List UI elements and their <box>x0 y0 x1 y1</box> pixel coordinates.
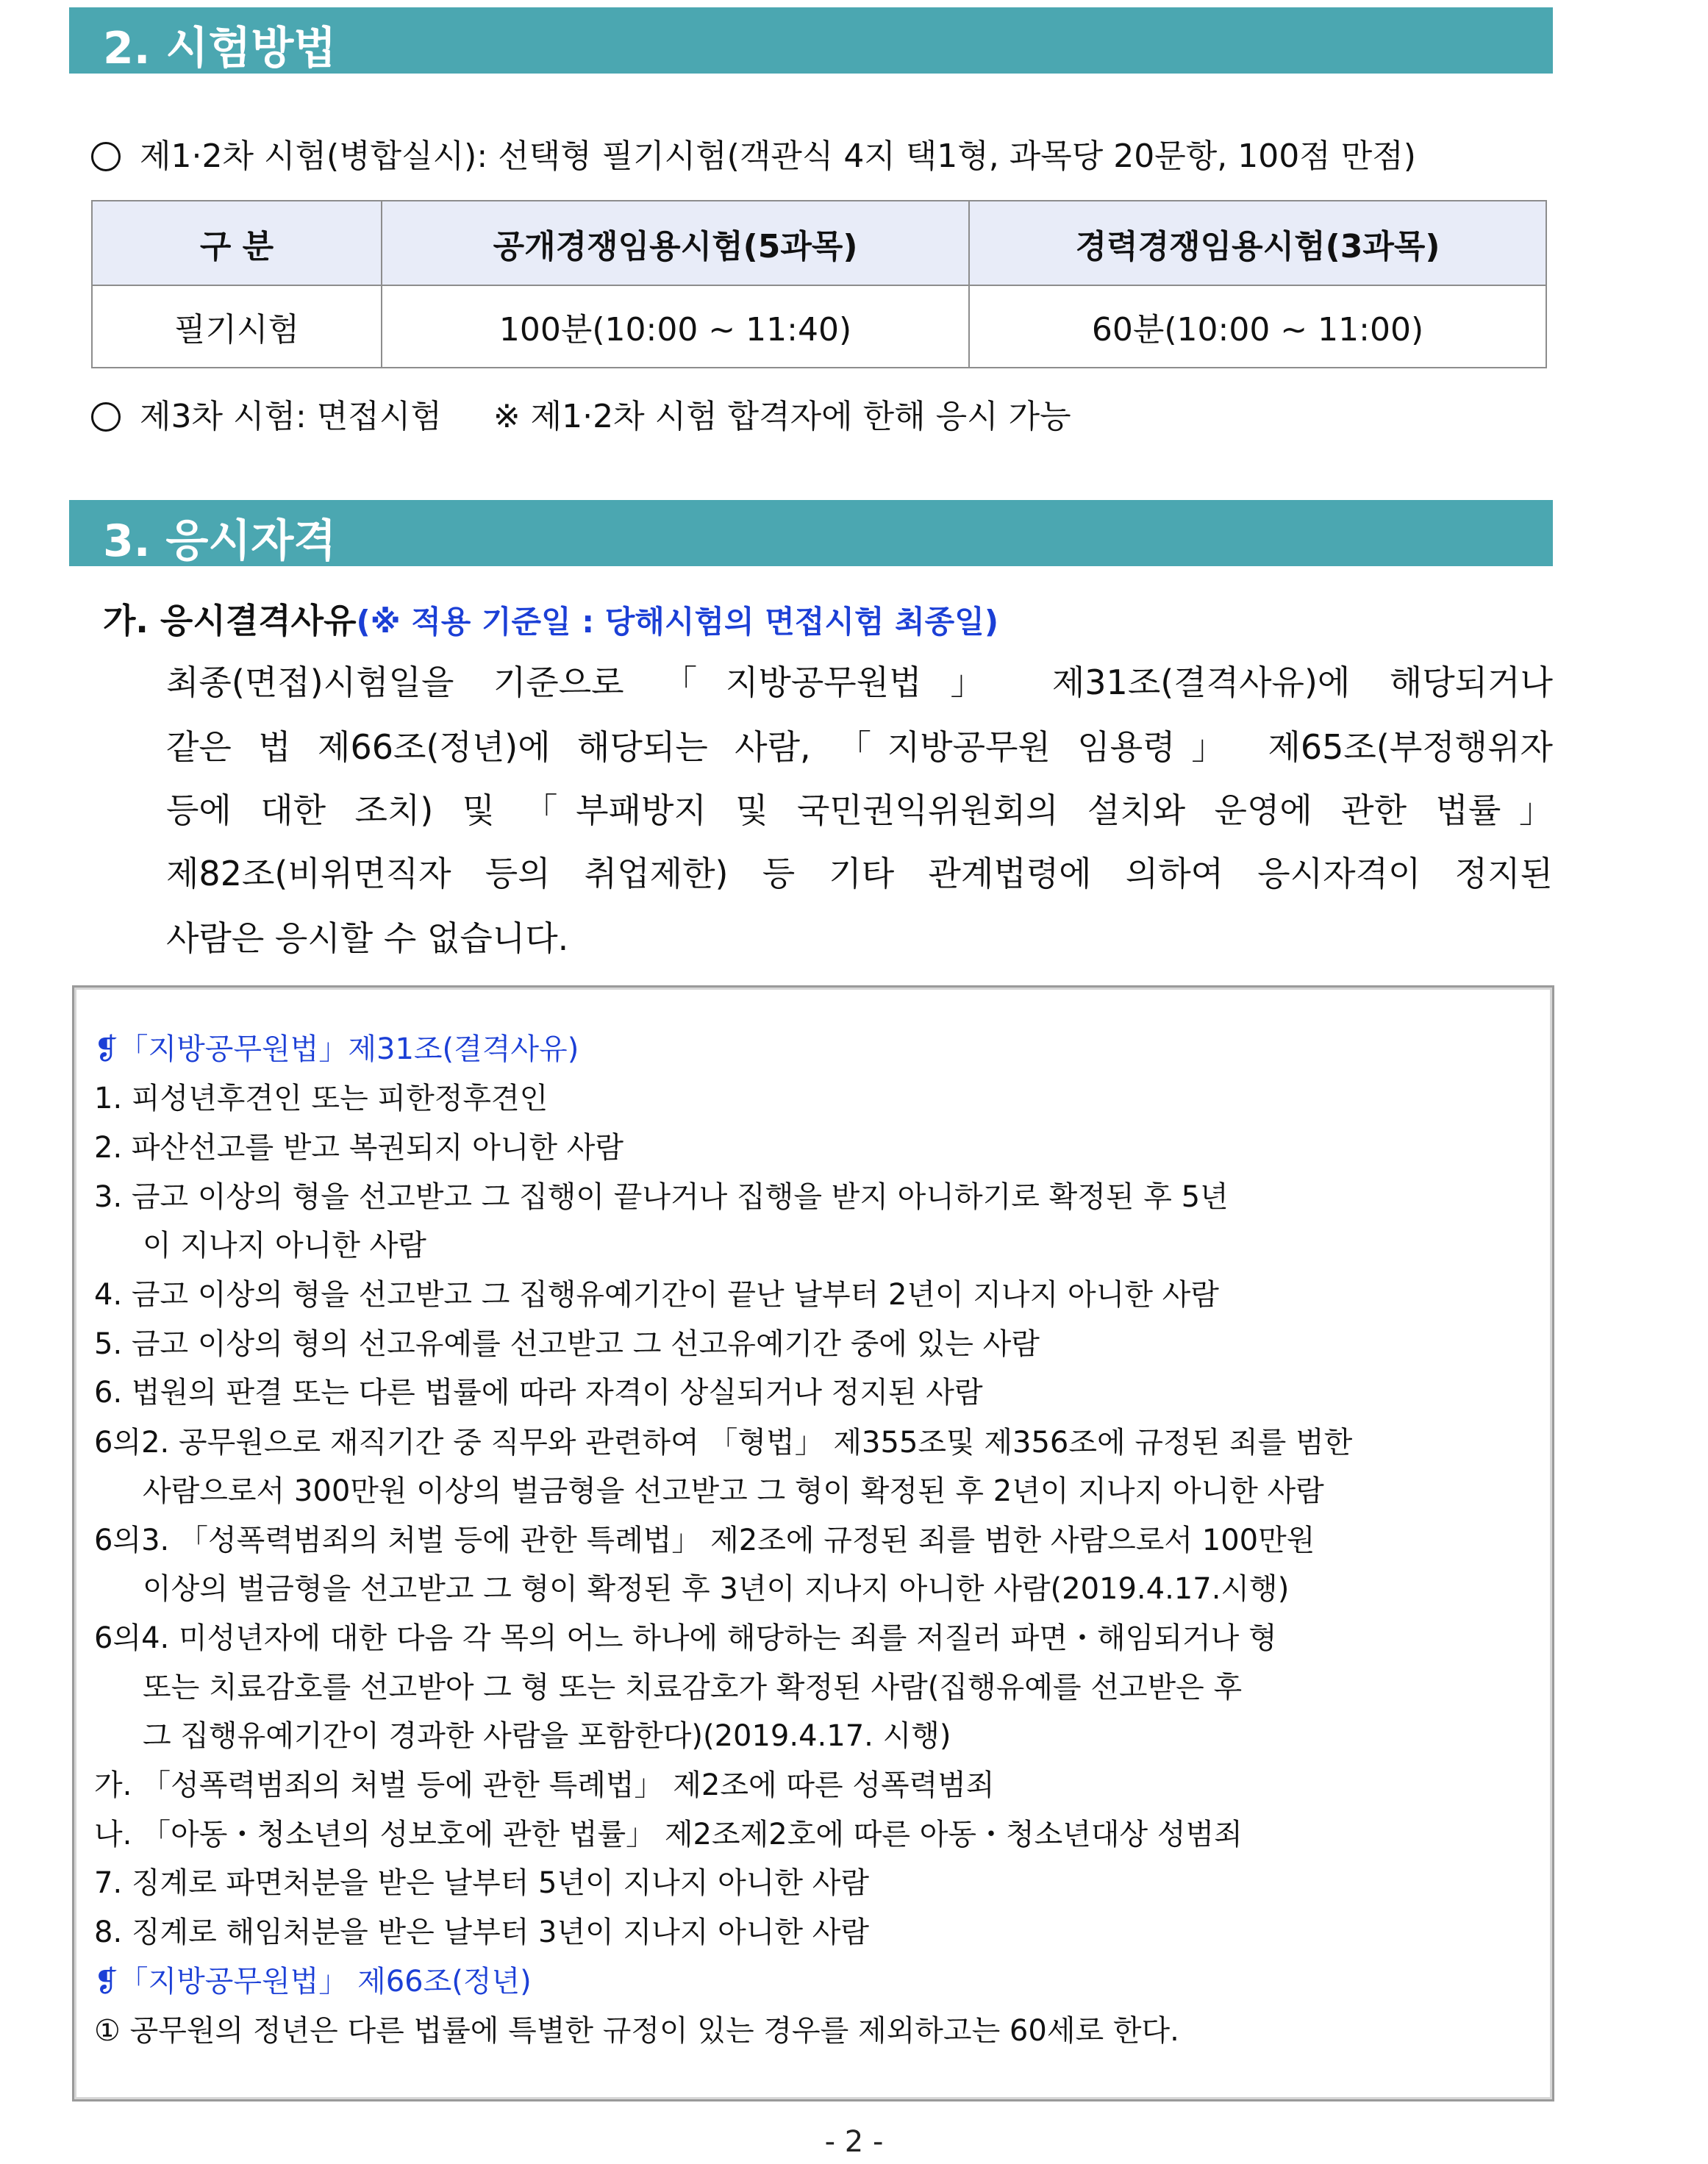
list-item: 5. 금고 이상의 형의 선고유예를 선고받고 그 선고유예기간 중에 있는 사람 <box>94 1327 1040 1361</box>
table-header-row <box>92 201 1546 285</box>
circle-bullet-icon <box>91 142 121 171</box>
section-3-heading: 3. 응시자격 <box>103 515 337 567</box>
paragraph-line: 같은 법 제66조(정년)에 해당되는 사람, 「지방공무원 임용령」 제65조(부정행위자 <box>166 727 1553 767</box>
law-title: ❡「지방공무원법」제31조(결격사유) <box>94 1032 579 1066</box>
exam-method-line-1: 제1·2차 시험(병합실시): 선택형 필기시험(객관식 4지 택1형, 과목당 20문항, 100점 만점) <box>91 129 1416 176</box>
paragraph-line: 제82조(비위면직자 등의 취업제한) 등 기타 관계법령에 의하여 응시자격이 정지된 <box>166 854 1553 893</box>
list-item: 3. 금고 이상의 형을 선고받고 그 집행이 끝나거나 집행을 받지 아니하기로 확정된 후 5년 <box>94 1180 1229 1214</box>
table-row <box>92 285 1546 368</box>
list-item: 1. 피성년후견인 또는 피한정후견인 <box>94 1082 549 1115</box>
list-item: 4. 금고 이상의 형을 선고받고 그 집행유예기간이 끝난 날부터 2년이 지나지 아니한 사람 <box>94 1278 1219 1312</box>
paragraph-line: 등에 대한 조치) 및 「부패방지 및 국민권익위원회의 설치와 운영에 관한 법률」 <box>166 790 1553 830</box>
list-item: 6의2. 공무원으로 재직기간 중 직무와 관련하여 「형법」 제355조및 제356조에 규정된 죄를 범한 <box>94 1426 1353 1460</box>
list-item: 8. 징계로 해임처분을 받은 날부터 3년이 지나지 아니한 사람 <box>94 1915 870 1949</box>
interview-note: ※ 제1·2차 시험 합격자에 한해 응시 가능 <box>493 398 1071 435</box>
list-item: 6의4. 미성년자에 대한 다음 각 목의 어느 하나에 해당하는 죄를 저질러 파면・해임되거나 형 <box>94 1621 1277 1655</box>
list-item: 6의3. 「성폭력범죄의 처벌 등에 관한 특례법」 제2조에 규정된 죄를 범한 사람으로서 100만원 <box>94 1524 1315 1557</box>
list-item: 6. 법원의 판결 또는 다른 법률에 따라 자격이 상실되거나 정지된 사람 <box>94 1376 983 1410</box>
list-item-continuation: 이상의 벌금형을 선고받고 그 형이 확정된 후 3년이 지나지 아니한 사람(2019.4.17.시행) <box>143 1572 1290 1606</box>
table-cell: 필기시험 <box>92 285 382 368</box>
table-header-cell: 경력경쟁임용시험(3과목) <box>969 201 1546 285</box>
table-header-cell: 공개경쟁임용시험(5과목) <box>382 201 969 285</box>
disqualification-subheading: 가. 응시결격사유(※ 적용 기준일 : 당해시험의 면접시험 최종일) <box>103 601 999 640</box>
paragraph-line: 최종(면접)시험일을 기준으로 「지방공무원법」 제31조(결격사유)에 해당되거나 <box>166 663 1553 702</box>
law-title: ❡「지방공무원법」 제66조(정년) <box>94 1965 532 1999</box>
list-item: 나. 「아동・청소년의 성보호에 관한 법률」 제2조제2호에 따른 아동・청소년대상 성범죄 <box>94 1818 1243 1851</box>
table-header-cell: 구 분 <box>92 201 382 285</box>
section-3-heading-band <box>69 500 1553 566</box>
exam-method-line-2: 제3차 시험: 면접시험 ※ 제1·2차 시험 합격자에 한해 응시 가능 <box>91 390 1071 437</box>
list-item-continuation: 사람으로서 300만원 이상의 벌금형을 선고받고 그 형이 확정된 후 2년이 지나지 아니한 사람 <box>143 1474 1324 1508</box>
list-item: 가. 「성폭력범죄의 처벌 등에 관한 특례법」 제2조에 따른 성폭력범죄 <box>94 1768 995 1802</box>
list-item: 2. 파산선고를 받고 복권되지 아니한 사람 <box>94 1131 623 1165</box>
section-2-heading-band <box>69 7 1553 74</box>
circle-bullet-icon <box>91 402 121 432</box>
list-item: 7. 징계로 파면처분을 받은 날부터 5년이 지나지 아니한 사람 <box>94 1866 870 1900</box>
list-item-continuation: 또는 치료감호를 선고받아 그 형 또는 치료감호가 확정된 사람(집행유예를 선고받은 후 <box>143 1671 1243 1704</box>
table-cell: 100분(10:00 ~ 11:40) <box>382 285 969 368</box>
list-item-continuation: 이 지나지 아니한 사람 <box>143 1229 426 1263</box>
page-number: - 2 - <box>824 2125 884 2159</box>
section-2-heading: 2. 시험방법 <box>103 23 337 74</box>
table-cell: 60분(10:00 ~ 11:00) <box>969 285 1546 368</box>
reference-date-note: (※ 적용 기준일 : 당해시험의 면접시험 최종일) <box>356 604 999 640</box>
list-item-continuation: 그 집행유예기간이 경과한 사람을 포함한다)(2019.4.17. 시행) <box>143 1719 951 1753</box>
paragraph-line: 사람은 응시할 수 없습니다. <box>166 918 569 958</box>
exam-time-table <box>91 200 1547 368</box>
list-item: ① 공무원의 정년은 다른 법률에 특별한 규정이 있는 경우를 제외하고는 60세로 한다. <box>94 2014 1179 2048</box>
